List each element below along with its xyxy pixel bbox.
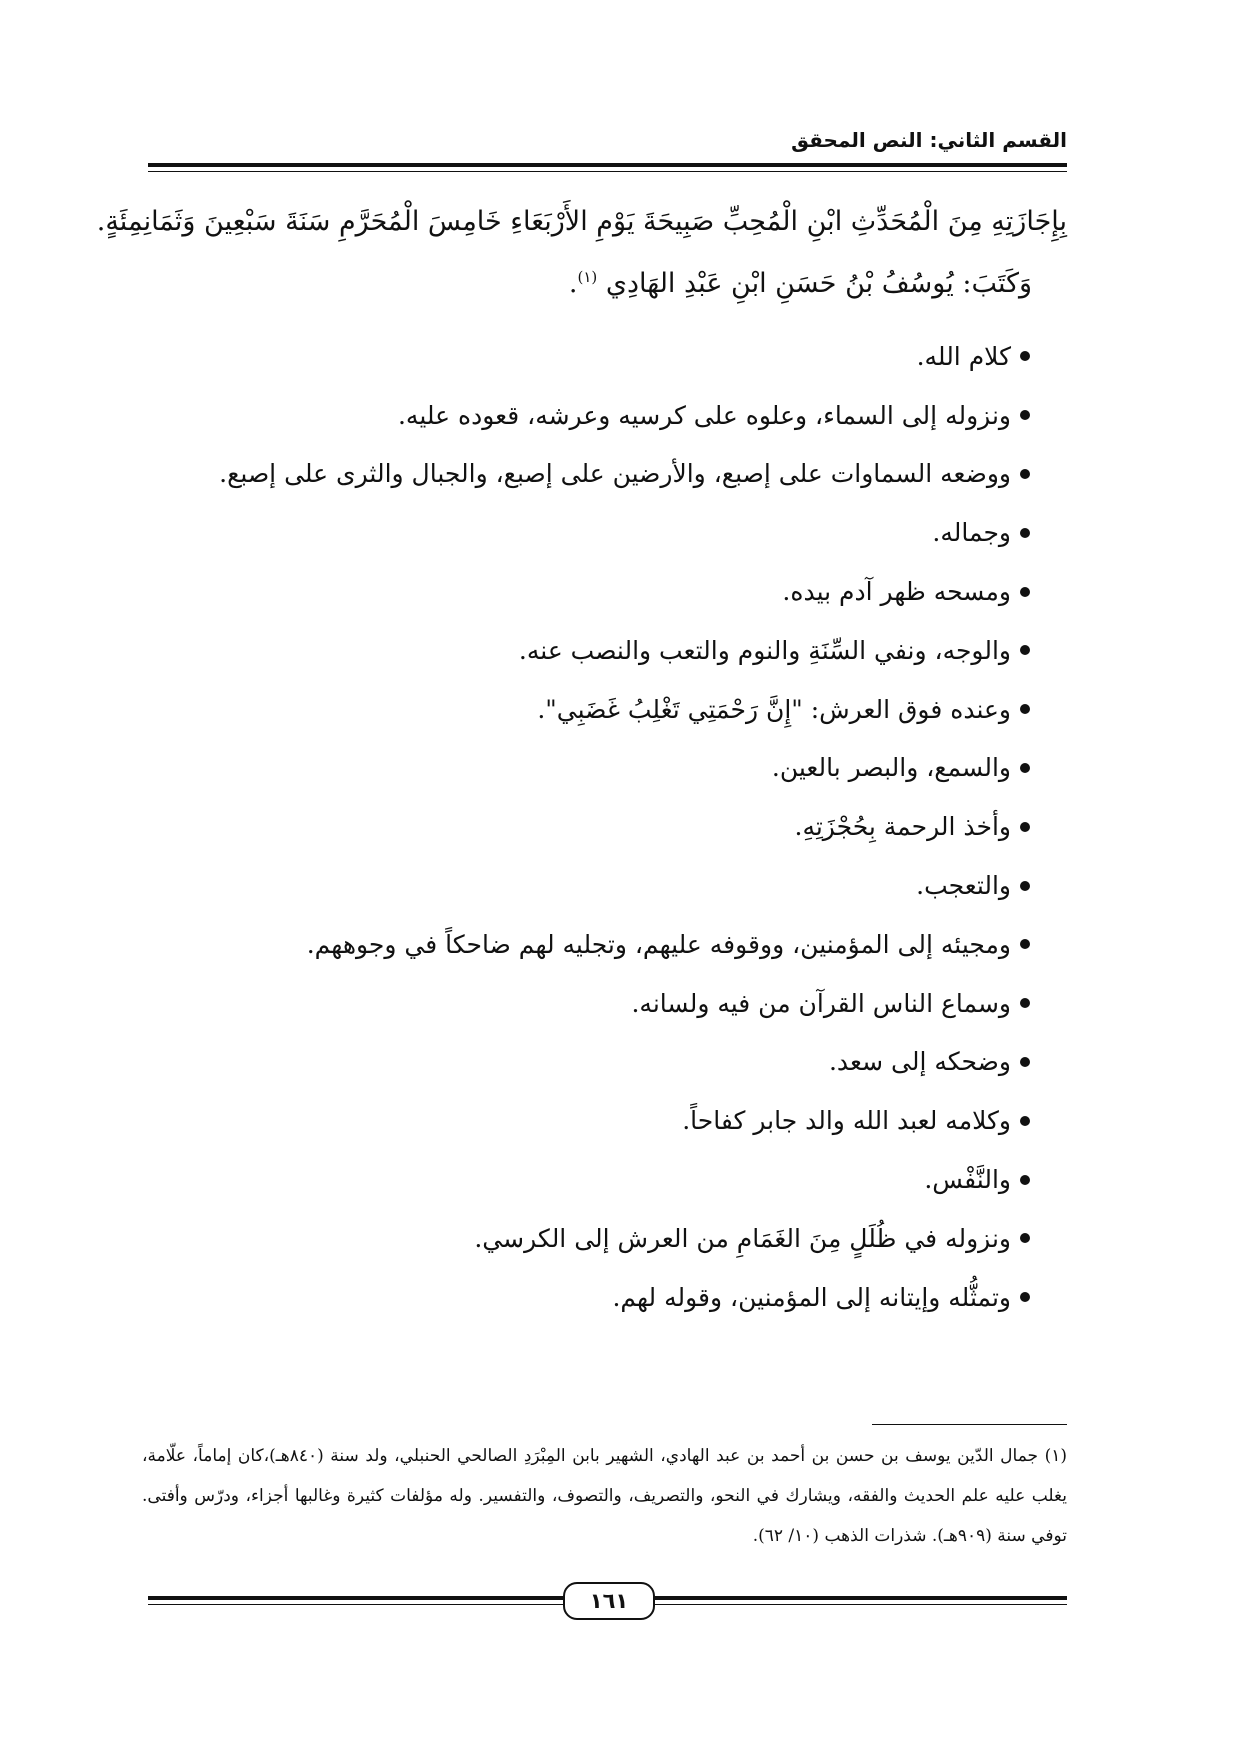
attributes-list (219, 327, 1030, 1327)
bullet-icon (1020, 763, 1030, 773)
list-item (219, 1033, 1030, 1092)
list-item-text: والوجه، ونفي السِّنَةِ والنوم والتعب والنصب عنه. (518, 635, 1011, 665)
bullet-icon (1020, 881, 1030, 891)
intro-line-1: بِإِجَازَتِهِ مِنَ الْمُحَدِّثِ ابْنِ الْمُحِبِّ صَبِيحَةَ يَوْمِ الأَرْبَعَاءِ خَامِسَ الْمُحَرَّمِ سَنَةَ سَبْعِينَ وَثَمَانِمِئَةٍ. (96, 206, 1067, 237)
list-item-text: ومجيئه إلى المؤمنين، ووقوفه عليهم، وتجليه لهم ضاحكاً في وجوههم. (306, 929, 1011, 959)
list-item (219, 562, 1030, 621)
footer-rule-thin-left (148, 1604, 586, 1605)
list-item-text: والنَّفْس. (924, 1165, 1011, 1195)
list-item-text: والسمع، والبصر بالعين. (771, 753, 1011, 783)
list-item-text: والتعجب. (916, 871, 1011, 901)
list-item-text: وعنده فوق العرش: "إِنَّ رَحْمَتِي تَغْلِبُ غَضَبِي". (537, 694, 1011, 724)
bullet-icon (1020, 704, 1030, 714)
footnote-separator (872, 1424, 1067, 1425)
list-item (219, 1150, 1030, 1209)
list-item (219, 1209, 1030, 1268)
list-item-text: وجماله. (932, 518, 1011, 548)
footnote-reference[interactable]: (١) (577, 268, 598, 286)
running-header: القسم الثاني: النص المحقق (791, 128, 1067, 152)
bullet-icon (1020, 528, 1030, 538)
list-item (219, 386, 1030, 445)
list-item-text: ومسحه ظهر آدم بيده. (782, 577, 1011, 607)
bullet-icon (1020, 1057, 1030, 1067)
list-item-text: ونزوله في ظُلَلٍ مِنَ الغَمَامِ من العرش إلى الكرسي. (474, 1223, 1011, 1253)
bullet-icon (1020, 998, 1030, 1008)
bullet-icon (1020, 410, 1030, 420)
list-item (219, 915, 1030, 974)
bullet-icon (1020, 1292, 1030, 1302)
header-rule (148, 163, 1067, 167)
list-item (219, 621, 1030, 680)
intro-line-2 (140, 268, 1032, 299)
bullet-icon (1020, 939, 1030, 949)
list-item (219, 680, 1030, 739)
list-item-text: وسماع الناس القرآن من فيه ولسانه. (631, 988, 1011, 1018)
footer-rule-left (148, 1596, 586, 1600)
list-item-text: ووضعه السماوات على إصبع، والأرضين على إصبع، والجبال والثرى على إصبع. (219, 459, 1011, 489)
list-item-text: وأخذ الرحمة بِحُجْزَتِهِ. (794, 812, 1011, 842)
footer-rule-thin-right (654, 1604, 1067, 1605)
list-item (219, 1091, 1030, 1150)
list-item (219, 327, 1030, 386)
list-item (219, 1268, 1030, 1327)
list-item (219, 503, 1030, 562)
signature-text: وَكَتَبَ: يُوسُفُ بْنُ حَسَنِ ابْنِ عَبْدِ الهَادِي (605, 268, 1032, 299)
page-number: ١٦١ (563, 1582, 655, 1620)
list-item-text: ونزوله إلى السماء، وعلوه على كرسيه وعرشه، قعوده عليه. (397, 400, 1011, 430)
bullet-icon (1020, 351, 1030, 361)
list-item-text: وكلامه لعبد الله والد جابر كفاحاً. (682, 1106, 1011, 1136)
sentence-end: . (568, 268, 578, 299)
bullet-icon (1020, 1116, 1030, 1126)
list-item-text: كلام الله. (916, 341, 1011, 371)
list-item-text: وضحكه إلى سعد. (828, 1047, 1011, 1077)
header-rule-thin (148, 171, 1067, 172)
list-item (219, 797, 1030, 856)
list-item-text: وتمثُّله وإيتانه إلى المؤمنين، وقوله لهم. (612, 1282, 1011, 1312)
bullet-icon (1020, 822, 1030, 832)
footnote-1: (١) جمال الدّين يوسف بن حسن بن أحمد بن عبد الهادي، الشهير بابن المِبْرَدِ الصالحي الحنبلي، ولد سنة (٨٤٠هـ)،كان إماماً، علّامة، يغلب عليه علم الحديث والفقه، ويشارك في النحو، والتصريف، والتصوف، والتفسير. وله مؤلفات كثيرة وغالبها أجزاء، ودرّس وأفتى. توفي سنة (٩٠٩هـ). شذرات الذهب (١٠/ ٦٢). (142, 1446, 1068, 1546)
bullet-icon (1020, 645, 1030, 655)
bullet-icon (1020, 1175, 1030, 1185)
list-item (219, 739, 1030, 798)
list-item (219, 974, 1030, 1033)
bullet-icon (1020, 587, 1030, 597)
footer-rule-right (654, 1596, 1067, 1600)
bullet-icon (1020, 469, 1030, 479)
list-item (219, 445, 1030, 504)
bullet-icon (1020, 1233, 1030, 1243)
list-item (219, 856, 1030, 915)
